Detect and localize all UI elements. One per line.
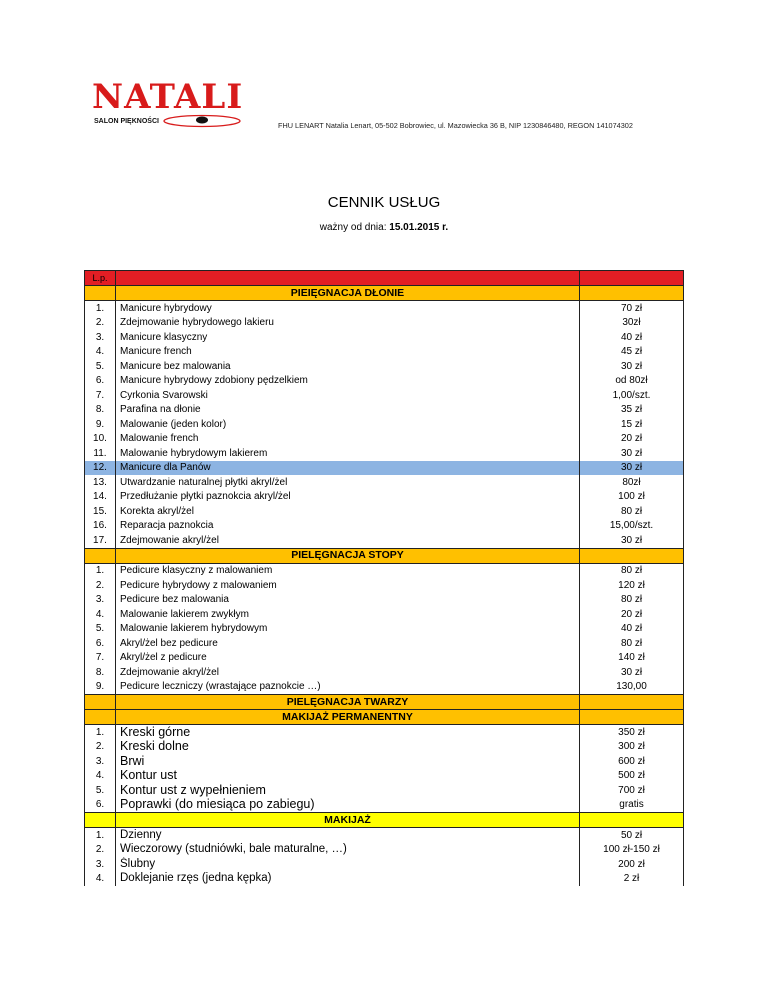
service-name: Malowanie french xyxy=(116,432,580,447)
service-price: od 80zł xyxy=(580,374,684,389)
service-name: Akryl/żel z pedicure xyxy=(116,651,580,666)
service-name: Doklejanie rzęs (jedna kępka) xyxy=(116,872,580,887)
row-number: 13. xyxy=(85,475,116,490)
table-row xyxy=(85,578,684,593)
service-name: Akryl/żel bez pedicure xyxy=(116,636,580,651)
service-price: 100 zł xyxy=(580,490,684,505)
service-name: Dzienny xyxy=(116,828,580,843)
service-price: 130,00 xyxy=(580,680,684,695)
section-title: PIELĘGNACJA TWARZY xyxy=(116,695,580,710)
section-header-hands xyxy=(85,286,684,301)
service-name: Reparacja paznokcia xyxy=(116,519,580,534)
table-row xyxy=(85,828,684,843)
table-row xyxy=(85,872,684,887)
service-price: 120 zł xyxy=(580,578,684,593)
table-row xyxy=(85,769,684,784)
row-number: 1. xyxy=(85,725,116,740)
service-name: Malowanie lakierem zwykłym xyxy=(116,607,580,622)
service-name: Manicure dla Panów xyxy=(116,461,580,476)
row-number: 4. xyxy=(85,769,116,784)
section-header-makeup xyxy=(85,813,684,828)
row-number: 7. xyxy=(85,388,116,403)
service-name: Manicure hybrydowy xyxy=(116,301,580,316)
service-header xyxy=(116,271,580,286)
row-number: 5. xyxy=(85,359,116,374)
section-title: PIELĘGNACJA STOPY xyxy=(116,548,580,563)
service-price: 2 zł xyxy=(580,872,684,887)
lp-header: L.p. xyxy=(85,271,116,286)
row-number: 12. xyxy=(85,461,116,476)
service-price: 500 zł xyxy=(580,769,684,784)
section-price-cell xyxy=(580,813,684,828)
logo-subtitle: SALON PIĘKNOŚCI xyxy=(94,118,159,125)
row-number: 7. xyxy=(85,651,116,666)
table-row xyxy=(85,388,684,403)
row-number: 2. xyxy=(85,578,116,593)
service-name: Ślubny xyxy=(116,857,580,872)
service-price: 140 zł xyxy=(580,651,684,666)
service-price: 70 zł xyxy=(580,301,684,316)
section-lp-cell xyxy=(85,548,116,563)
service-name: Kreski dolne xyxy=(116,740,580,755)
service-price: 600 zł xyxy=(580,754,684,769)
section-price-cell xyxy=(580,695,684,710)
service-price: 300 zł xyxy=(580,740,684,755)
section-title: PIEIĘGNACJA DŁONIE xyxy=(116,286,580,301)
service-name: Cyrkonia Svarowski xyxy=(116,388,580,403)
row-number: 3. xyxy=(85,857,116,872)
table-row xyxy=(85,783,684,798)
table-row xyxy=(85,607,684,622)
service-name: Zdejmowanie akryl/żel xyxy=(116,533,580,548)
row-number: 10. xyxy=(85,432,116,447)
row-number: 2. xyxy=(85,843,116,858)
service-name: Malowanie (jeden kolor) xyxy=(116,417,580,432)
service-price: 30 zł xyxy=(580,359,684,374)
section-title: MAKIJAŻ xyxy=(116,813,580,828)
service-name: Manicure hybrydowy zdobiony pędzelkiem xyxy=(116,374,580,389)
logo-title: NATALI xyxy=(92,77,244,117)
service-name: Pedicure klasyczny z malowaniem xyxy=(116,563,580,578)
service-name: Zdejmowanie akryl/żel xyxy=(116,665,580,680)
table-row xyxy=(85,330,684,345)
row-number: 8. xyxy=(85,403,116,418)
table-row xyxy=(85,461,684,476)
service-price: 200 zł xyxy=(580,857,684,872)
table-row xyxy=(85,636,684,651)
section-price-cell xyxy=(580,286,684,301)
service-price: 30 zł xyxy=(580,665,684,680)
row-number: 14. xyxy=(85,490,116,505)
row-number: 4. xyxy=(85,872,116,887)
row-number: 4. xyxy=(85,607,116,622)
service-name: Wieczorowy (studniówki, bale maturalne, …) xyxy=(116,843,580,858)
price-table xyxy=(84,270,684,886)
service-price: 80 zł xyxy=(580,636,684,651)
service-price: 80 zł xyxy=(580,563,684,578)
service-price: 40 zł xyxy=(580,330,684,345)
service-price: 40 zł xyxy=(580,622,684,637)
table-row xyxy=(85,345,684,360)
service-name: Kontur ust z wypełnieniem xyxy=(116,783,580,798)
row-number: 8. xyxy=(85,665,116,680)
section-title: MAKIJAŻ PERMANENTNY xyxy=(116,710,580,725)
table-row xyxy=(85,593,684,608)
table-row xyxy=(85,403,684,418)
row-number: 6. xyxy=(85,798,116,813)
table-row xyxy=(85,563,684,578)
service-price: 80 zł xyxy=(580,504,684,519)
table-row xyxy=(85,754,684,769)
service-price: 45 zł xyxy=(580,345,684,360)
table-row xyxy=(85,374,684,389)
service-price: 30 zł xyxy=(580,446,684,461)
service-price: 30 zł xyxy=(580,461,684,476)
row-number: 2. xyxy=(85,740,116,755)
table-row xyxy=(85,301,684,316)
row-number: 16. xyxy=(85,519,116,534)
table-row xyxy=(85,680,684,695)
section-lp-cell xyxy=(85,813,116,828)
service-name: Zdejmowanie hybrydowego lakieru xyxy=(116,316,580,331)
table-row xyxy=(85,622,684,637)
service-price: 30zł xyxy=(580,316,684,331)
service-price: 30 zł xyxy=(580,533,684,548)
row-number: 6. xyxy=(85,374,116,389)
service-name: Manicure french xyxy=(116,345,580,360)
section-header-feet xyxy=(85,548,684,563)
logo-swoosh-icon xyxy=(162,114,242,128)
page-title: CENNIK USŁUG xyxy=(327,194,441,211)
valid-from xyxy=(0,222,768,233)
service-price: gratis xyxy=(580,798,684,813)
service-price: 50 zł xyxy=(580,828,684,843)
row-number: 9. xyxy=(85,417,116,432)
service-price: 1,00/szt. xyxy=(580,388,684,403)
row-number: 4. xyxy=(85,345,116,360)
table-row xyxy=(85,740,684,755)
section-lp-cell xyxy=(85,695,116,710)
table-row xyxy=(85,359,684,374)
service-name: Malowanie hybrydowym lakierem xyxy=(116,446,580,461)
salon-logo xyxy=(92,77,244,130)
section-lp-cell xyxy=(85,286,116,301)
service-name: Poprawki (do miesiąca po zabiegu) xyxy=(116,798,580,813)
service-price: 35 zł xyxy=(580,403,684,418)
service-price: 80 zł xyxy=(580,593,684,608)
row-number: 2. xyxy=(85,316,116,331)
section-header-permanent xyxy=(85,710,684,725)
table-row xyxy=(85,475,684,490)
service-price: 20 zł xyxy=(580,432,684,447)
table-row xyxy=(85,533,684,548)
table-row xyxy=(85,504,684,519)
row-number: 5. xyxy=(85,622,116,637)
table-row xyxy=(85,843,684,858)
service-name: Pedicure leczniczy (wrastające paznokcie …) xyxy=(116,680,580,695)
service-name: Malowanie lakierem hybrydowym xyxy=(116,622,580,637)
table-row xyxy=(85,798,684,813)
service-price: 15 zł xyxy=(580,417,684,432)
row-number: 3. xyxy=(85,754,116,769)
row-number: 1. xyxy=(85,828,116,843)
row-number: 5. xyxy=(85,783,116,798)
row-number: 11. xyxy=(85,446,116,461)
table-row xyxy=(85,432,684,447)
table-row xyxy=(85,725,684,740)
table-row xyxy=(85,665,684,680)
row-number: 9. xyxy=(85,680,116,695)
service-name: Manicure bez malowania xyxy=(116,359,580,374)
row-number: 15. xyxy=(85,504,116,519)
service-price: 20 zł xyxy=(580,607,684,622)
table-header-row xyxy=(85,271,684,286)
service-price: 700 zł xyxy=(580,783,684,798)
service-name: Kreski górne xyxy=(116,725,580,740)
row-number: 6. xyxy=(85,636,116,651)
price-header xyxy=(580,271,684,286)
table-row xyxy=(85,857,684,872)
service-name: Manicure klasyczny xyxy=(116,330,580,345)
service-name: Brwi xyxy=(116,754,580,769)
service-price: 350 zł xyxy=(580,725,684,740)
service-price: 15,00/szt. xyxy=(580,519,684,534)
company-info: FHU LENART Natalia Lenart, 05-502 Bobrowiec, ul. Mazowiecka 36 B, NIP 1230846480, REGON 141074302 xyxy=(278,121,633,130)
service-name: Pedicure bez malowania xyxy=(116,593,580,608)
service-name: Kontur ust xyxy=(116,769,580,784)
table-row xyxy=(85,490,684,505)
row-number: 3. xyxy=(85,330,116,345)
service-name: Utwardzanie naturalnej płytki akryl/żel xyxy=(116,475,580,490)
service-name: Przedłużanie płytki paznokcia akryl/żel xyxy=(116,490,580,505)
service-price: 100 zł-150 zł xyxy=(580,843,684,858)
section-price-cell xyxy=(580,710,684,725)
row-number: 17. xyxy=(85,533,116,548)
service-name: Korekta akryl/żel xyxy=(116,504,580,519)
section-lp-cell xyxy=(85,710,116,725)
section-header-face xyxy=(85,695,684,710)
row-number: 1. xyxy=(85,563,116,578)
table-row xyxy=(85,446,684,461)
valid-label: ważny od dnia: xyxy=(319,222,390,233)
table-row xyxy=(85,417,684,432)
valid-date: 15.01.2015 r. xyxy=(389,222,449,233)
service-price: 80zł xyxy=(580,475,684,490)
table-row xyxy=(85,519,684,534)
table-row xyxy=(85,316,684,331)
row-number: 1. xyxy=(85,301,116,316)
row-number: 3. xyxy=(85,593,116,608)
section-price-cell xyxy=(580,548,684,563)
table-row xyxy=(85,651,684,666)
service-name: Pedicure hybrydowy z malowaniem xyxy=(116,578,580,593)
service-name: Parafina na dłonie xyxy=(116,403,580,418)
